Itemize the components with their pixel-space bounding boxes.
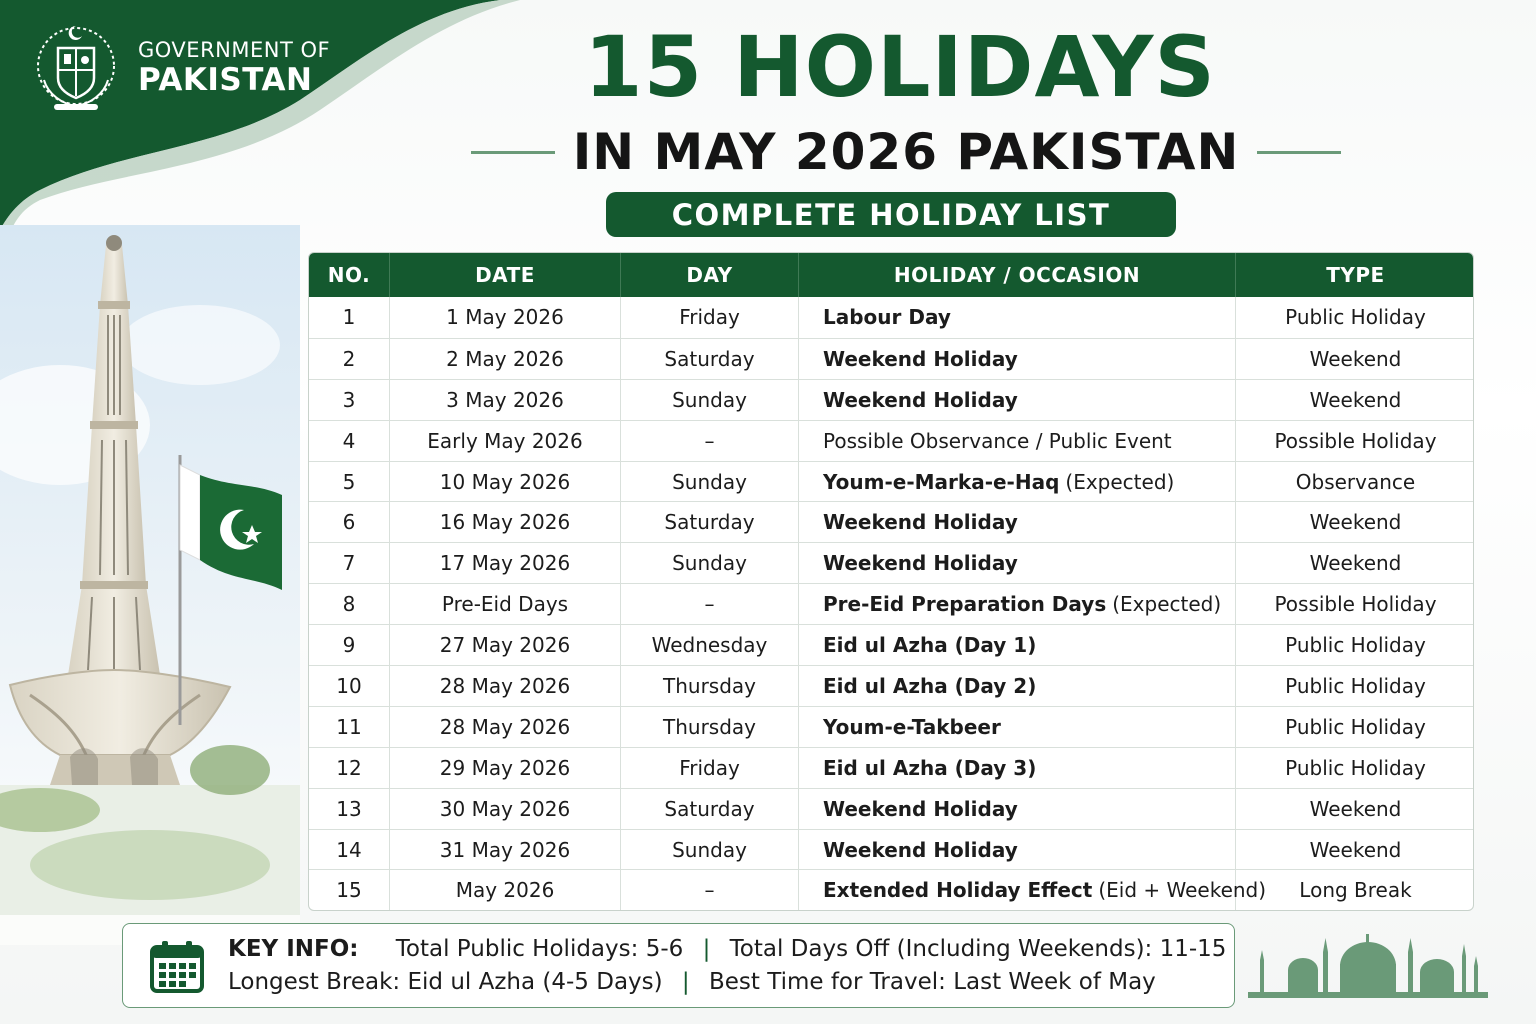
occasion-name: Eid ul Azha (Day 1) [823, 633, 1037, 658]
left-rule [471, 151, 555, 154]
row-number: 11 [309, 707, 390, 747]
government-brand [28, 20, 330, 116]
row-type: Weekend [1309, 551, 1402, 576]
row-number: 1 [309, 297, 390, 338]
row-occasion [799, 543, 1236, 583]
column-header-date: DATE [390, 253, 621, 297]
row-type: Public Holiday [1285, 305, 1426, 330]
row-date: 30 May 2026 [390, 789, 621, 829]
holiday-table [308, 252, 1474, 911]
table-header [309, 253, 1473, 297]
row-date: May 2026 [390, 870, 621, 910]
row-occasion [799, 870, 1267, 910]
row-number: 12 [309, 748, 390, 788]
mosque-silhouette-icon [1248, 930, 1488, 998]
row-date: 31 May 2026 [390, 830, 621, 870]
key-info-line-2 [228, 969, 1156, 995]
row-number: 5 [309, 462, 390, 502]
row-number: 14 [309, 830, 390, 870]
total-days-off-label: Total Days Off (Including Weekends): [729, 936, 1153, 962]
row-occasion [799, 584, 1236, 624]
row-number: 10 [309, 666, 390, 706]
table-row [309, 297, 1473, 338]
row-day: Wednesday [621, 625, 799, 665]
right-rule [1257, 151, 1341, 154]
country-label: PAKISTAN [138, 61, 313, 98]
separator: | [681, 969, 690, 995]
row-date: Early May 2026 [390, 421, 621, 461]
table-row [309, 665, 1473, 706]
row-type: Public Holiday [1285, 673, 1426, 698]
row-type: Weekend [1309, 387, 1402, 412]
key-info-box [122, 923, 1235, 1008]
row-number: 9 [309, 625, 390, 665]
list-badge: COMPLETE HOLIDAY LIST [606, 192, 1176, 237]
row-type: Possible Holiday [1274, 592, 1437, 617]
row-occasion [799, 297, 1236, 338]
page-subtitle: IN MAY 2026 PAKISTAN [572, 123, 1240, 181]
row-occasion [799, 789, 1236, 829]
separator: | [702, 936, 711, 962]
occasion-name: Extended Holiday Effect [823, 878, 1093, 903]
row-number: 3 [309, 380, 390, 420]
table-row [309, 869, 1473, 910]
row-day: Saturday [621, 339, 799, 379]
table-row [309, 501, 1473, 542]
row-type: Public Holiday [1285, 633, 1426, 658]
table-row [309, 542, 1473, 583]
row-day: Sunday [621, 830, 799, 870]
row-type: Long Break [1299, 878, 1412, 903]
row-occasion [799, 339, 1236, 379]
occasion-note: (Eid + Weekend) [1098, 878, 1267, 903]
occasion-name: Weekend Holiday [823, 796, 1018, 821]
row-occasion [799, 830, 1236, 870]
row-number: 6 [309, 502, 390, 542]
occasion-name: Youm-e-Takbeer [823, 714, 1001, 739]
calendar-icon [149, 940, 205, 994]
row-number: 13 [309, 789, 390, 829]
row-day: Saturday [621, 789, 799, 829]
minar-e-pakistan-illustration [0, 225, 300, 945]
row-date: 17 May 2026 [390, 543, 621, 583]
row-number: 8 [309, 584, 390, 624]
row-day: – [621, 870, 799, 910]
occasion-name: Eid ul Azha (Day 3) [823, 755, 1037, 780]
table-body [309, 297, 1473, 910]
occasion-name: Labour Day [823, 305, 951, 330]
row-occasion [799, 502, 1236, 542]
column-header-no: NO. [309, 253, 390, 297]
government-label: GOVERNMENT OF [138, 38, 331, 63]
row-type: Weekend [1309, 510, 1402, 535]
row-occasion [799, 666, 1236, 706]
column-header-type: TYPE [1326, 263, 1385, 287]
occasion-name: Weekend Holiday [823, 551, 1018, 576]
longest-break-label: Longest Break: [228, 969, 401, 995]
row-number: 7 [309, 543, 390, 583]
table-row [309, 788, 1473, 829]
row-date: 29 May 2026 [390, 748, 621, 788]
occasion-name: Eid ul Azha (Day 2) [823, 673, 1037, 698]
row-type: Weekend [1309, 346, 1402, 371]
row-day: Friday [621, 297, 799, 338]
total-days-off-value: 11-15 [1159, 936, 1227, 962]
row-occasion [799, 462, 1236, 502]
table-row [309, 379, 1473, 420]
best-time-label: Best Time for Travel: [708, 969, 946, 995]
row-date: Pre-Eid Days [390, 584, 621, 624]
row-type: Possible Holiday [1274, 428, 1437, 453]
table-row [309, 706, 1473, 747]
occasion-name: Youm-e-Marka-e-Haq [823, 469, 1060, 494]
row-day: – [621, 584, 799, 624]
occasion-name: Weekend Holiday [823, 837, 1018, 862]
subtitle-row [446, 122, 1366, 182]
table-row [309, 338, 1473, 379]
total-public-value: 5-6 [645, 936, 684, 962]
row-number: 15 [309, 870, 390, 910]
row-date: 10 May 2026 [390, 462, 621, 502]
row-day: Thursday [621, 707, 799, 747]
key-info-label: KEY INFO: [228, 936, 359, 962]
row-date: 3 May 2026 [390, 380, 621, 420]
column-header-day: DAY [621, 253, 799, 297]
row-occasion [799, 707, 1236, 747]
row-day: Sunday [621, 462, 799, 502]
row-number: 2 [309, 339, 390, 379]
row-occasion [799, 380, 1236, 420]
row-date: 28 May 2026 [390, 707, 621, 747]
row-occasion [799, 625, 1236, 665]
row-date: 2 May 2026 [390, 339, 621, 379]
occasion-note: (Expected) [1112, 592, 1222, 617]
row-day: Thursday [621, 666, 799, 706]
page-title: 15 HOLIDAYS [584, 18, 1216, 116]
table-row [309, 583, 1473, 624]
table-row [309, 624, 1473, 665]
row-date: 1 May 2026 [390, 297, 621, 338]
row-occasion [799, 748, 1236, 788]
row-day: Sunday [621, 543, 799, 583]
row-number: 4 [309, 421, 390, 461]
table-row [309, 829, 1473, 870]
row-type: Observance [1295, 469, 1416, 494]
key-info-line-1 [228, 936, 1226, 962]
table-row [309, 461, 1473, 502]
table-row [309, 747, 1473, 788]
row-day: Friday [621, 748, 799, 788]
row-date: 16 May 2026 [390, 502, 621, 542]
occasion-name: Pre-Eid Preparation Days [823, 592, 1107, 617]
row-type: Weekend [1309, 837, 1402, 862]
occasion-note: (Expected) [1065, 469, 1175, 494]
row-date: 28 May 2026 [390, 666, 621, 706]
best-time-value: Last Week of May [953, 969, 1156, 995]
state-emblem-icon [28, 20, 124, 116]
row-type: Public Holiday [1285, 755, 1426, 780]
total-public-label: Total Public Holidays: [395, 936, 639, 962]
occasion-name: Weekend Holiday [823, 387, 1018, 412]
column-header-occasion: HOLIDAY / OCCASION [799, 253, 1236, 297]
longest-break-value: Eid ul Azha (4-5 Days) [407, 969, 663, 995]
row-day: – [621, 421, 799, 461]
row-type: Public Holiday [1285, 714, 1426, 739]
table-row [309, 420, 1473, 461]
occasion-name: Possible Observance / Public Event [823, 428, 1172, 453]
occasion-name: Weekend Holiday [823, 346, 1018, 371]
row-type: Weekend [1309, 796, 1402, 821]
row-day: Sunday [621, 380, 799, 420]
occasion-name: Weekend Holiday [823, 510, 1018, 535]
row-occasion [799, 421, 1236, 461]
row-date: 27 May 2026 [390, 625, 621, 665]
row-day: Saturday [621, 502, 799, 542]
